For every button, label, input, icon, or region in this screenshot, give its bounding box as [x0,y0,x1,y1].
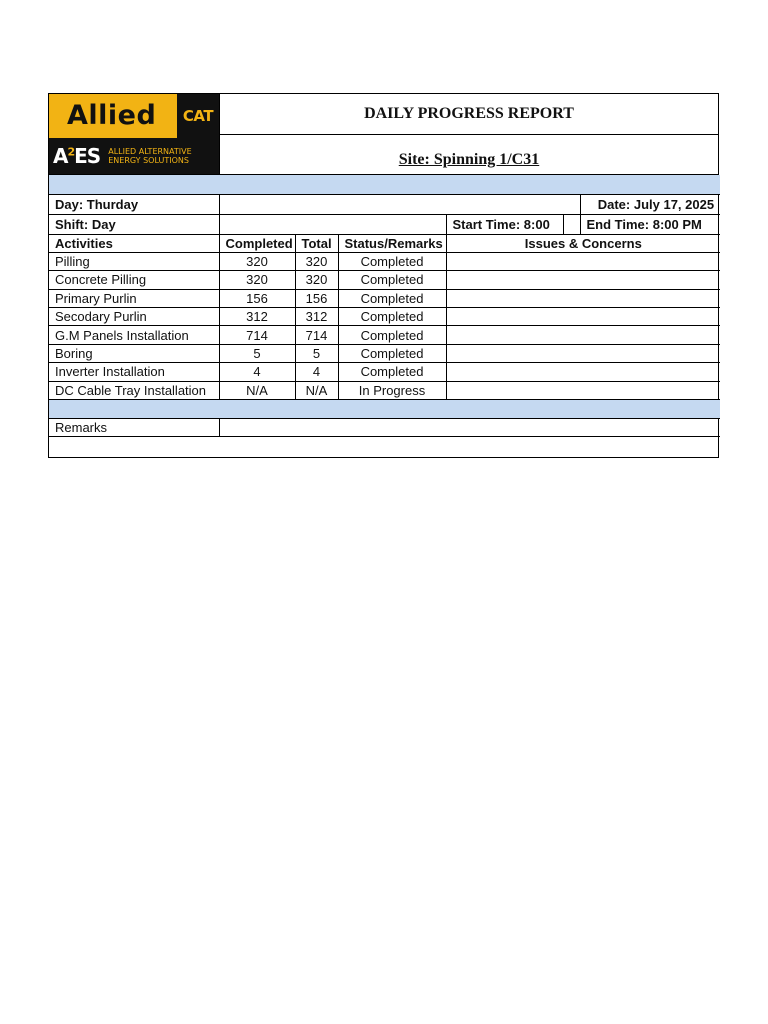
day-label: Day: Thurday [49,194,219,214]
separator-band [49,400,720,419]
completed-cell: N/A [219,381,295,399]
activity-cell: Inverter Installation [49,363,219,381]
activity-cell: Pilling [49,252,219,270]
completed-cell: 320 [219,252,295,270]
start-time-label: Start Time: 8:00 [446,214,563,234]
allied-cat-logo [49,94,219,138]
cat-logo-icon: CAT [177,94,219,138]
activity-cell: G.M Panels Installation [49,326,219,344]
issues-cell [446,308,720,326]
empty-row [49,437,720,457]
separator-band [49,175,720,194]
total-cell: 320 [295,252,338,270]
daily-progress-report [48,93,719,458]
completed-cell: 156 [219,289,295,307]
table-row [49,363,720,381]
total-cell: 4 [295,363,338,381]
issues-cell [446,326,720,344]
company-logo [49,94,220,174]
table-row [49,289,720,307]
table-row [49,344,720,362]
completed-cell: 714 [219,326,295,344]
header-issues: Issues & Concerns [446,234,720,252]
table-row [49,252,720,270]
report-titles [220,94,718,174]
status-cell: Completed [338,344,446,362]
issues-cell [446,289,720,307]
total-cell: N/A [295,381,338,399]
table-header-row [49,234,720,252]
activity-cell: Concrete Pilling [49,271,219,289]
activity-cell: Secodary Purlin [49,308,219,326]
status-cell: Completed [338,326,446,344]
status-cell: Completed [338,363,446,381]
day-row [49,194,720,214]
activity-cell: DC Cable Tray Installation [49,381,219,399]
status-cell: In Progress [338,381,446,399]
issues-cell [446,344,720,362]
status-cell: Completed [338,289,446,307]
total-cell: 320 [295,271,338,289]
status-cell: Completed [338,252,446,270]
table-row [49,381,720,399]
shift-label: Shift: Day [49,214,219,234]
issues-cell [446,252,720,270]
status-cell: Completed [338,271,446,289]
issues-cell [446,363,720,381]
remarks-row [49,419,720,437]
report-header [49,94,718,175]
end-time-label: End Time: 8:00 PM [580,214,720,234]
aes-logo [49,138,219,174]
aes-wordmark: $A^2ES$ [53,144,101,168]
header-status: Status/Remarks [338,234,446,252]
activity-cell: Boring [49,344,219,362]
date-label: Date: July 17, 2025 [580,194,720,214]
table-row [49,308,720,326]
total-cell: 156 [295,289,338,307]
table-row [49,271,720,289]
completed-cell: 320 [219,271,295,289]
report-title: DAILY PROGRESS REPORT [220,94,718,135]
header-total: Total [295,234,338,252]
remarks-label: Remarks [49,419,219,437]
table-row [49,326,720,344]
shift-row [49,214,720,234]
issues-cell [446,381,720,399]
header-activities: Activities [49,234,219,252]
completed-cell: 4 [219,363,295,381]
site-name: Site: Spinning 1/C31 [398,150,540,168]
remarks-value [219,419,720,437]
aes-tagline: ALLIED ALTERNATIVE ENERGY SOLUTIONS [108,147,192,165]
total-cell: 714 [295,326,338,344]
activity-cell: Primary Purlin [49,289,219,307]
issues-cell [446,271,720,289]
progress-table [49,175,720,457]
allied-wordmark: Allied [67,100,157,131]
completed-cell: 312 [219,308,295,326]
header-completed: Completed [219,234,295,252]
total-cell: 5 [295,344,338,362]
status-cell: Completed [338,308,446,326]
completed-cell: 5 [219,344,295,362]
total-cell: 312 [295,308,338,326]
